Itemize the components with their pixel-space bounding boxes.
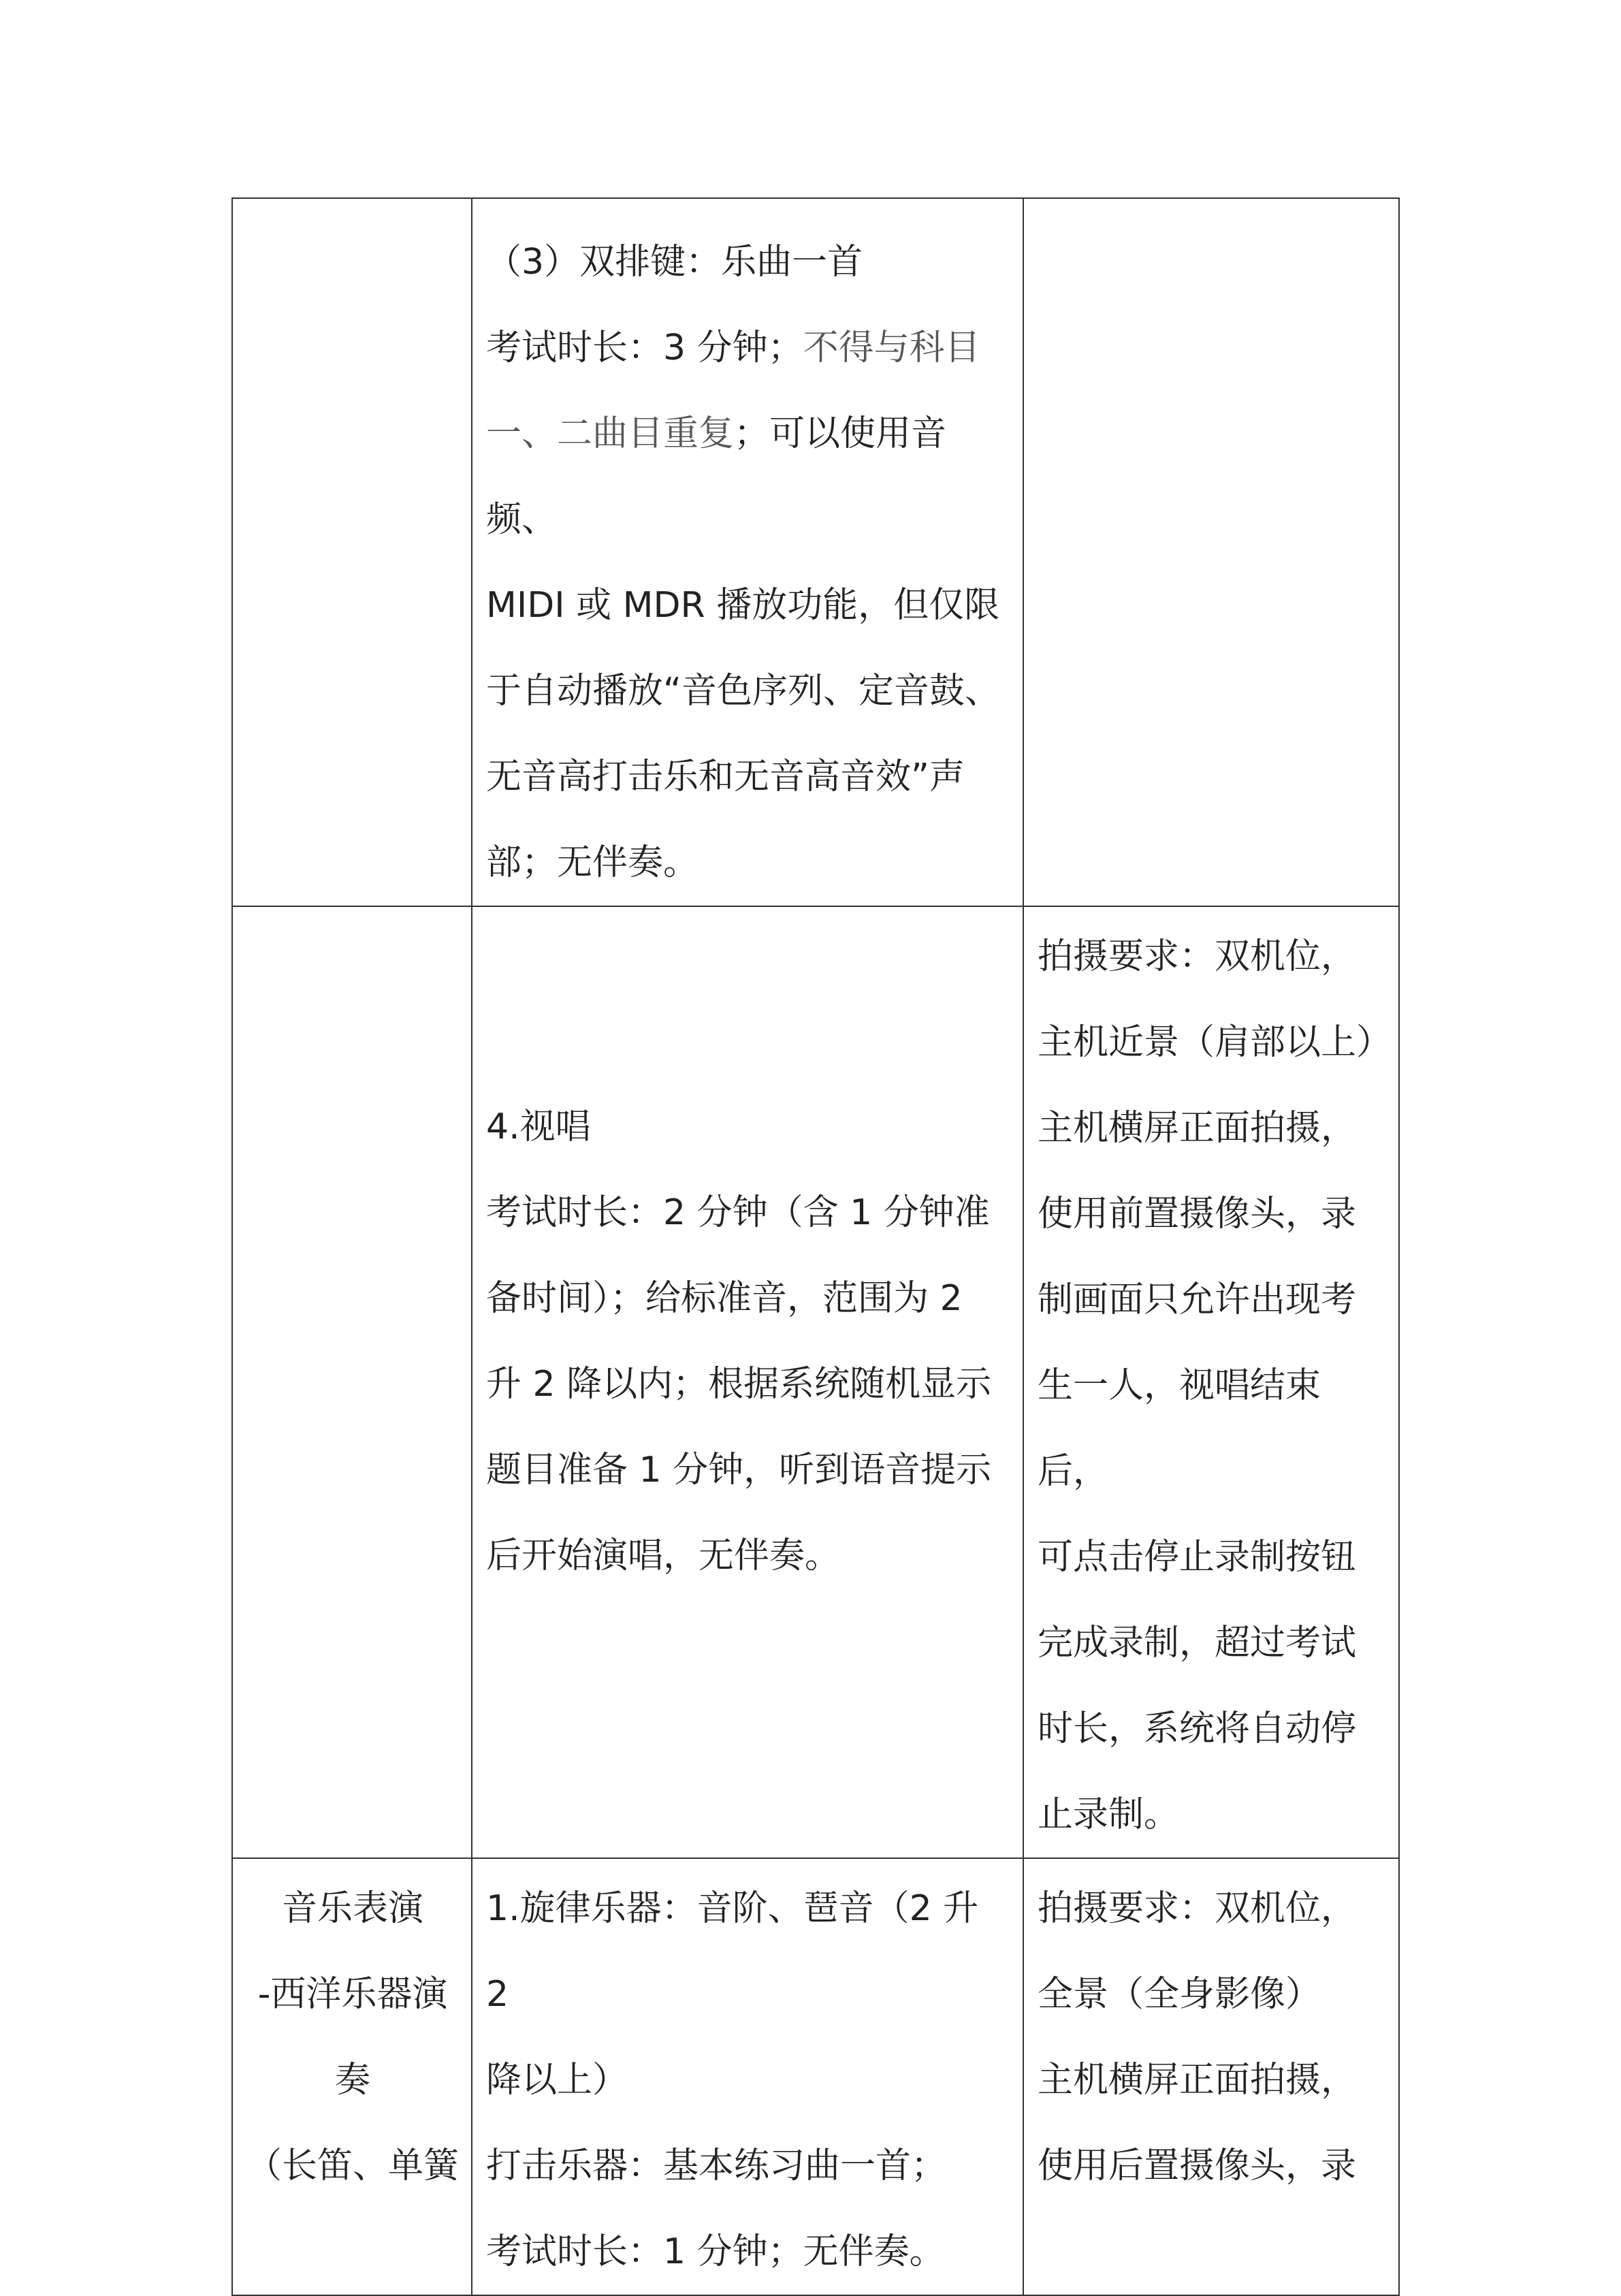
content-line: 后开始演唱，无伴奏。 (486, 1535, 841, 1576)
content-line: 部；无伴奏。 (486, 842, 699, 883)
content-line: 于自动播放“音色序列、定音鼓、 (486, 671, 1000, 712)
content-line: 一、二曲目重复；可以使用音频、 (486, 413, 947, 540)
requirement-line: 使用后置摄像头，录 (1038, 2146, 1357, 2186)
requirement-line: 主机近景（肩部以上） (1038, 1022, 1392, 1063)
content-line: 备时间）；给标准音，范围为 2 (486, 1278, 963, 1319)
table-row (232, 1858, 1399, 2295)
table-cell-subject-empty (232, 198, 472, 906)
requirement-line: 生一人，视唱结束后， (1038, 1365, 1321, 1492)
table-cell-requirements-empty (1023, 198, 1399, 906)
requirement-line: 全景（全身影像） (1038, 1974, 1321, 2015)
content-line: 1.旋律乐器：音阶、琶音（2 升 2 (486, 1888, 990, 2015)
requirement-line: 主机横屏正面拍摄， (1038, 1108, 1357, 1149)
content-line: 考试时长：2 分钟（含 1 分钟准 (486, 1192, 990, 1233)
content-line: 无音高打击乐和无音高音效”声 (486, 756, 965, 797)
subject-line: （长笛、单簧 (246, 2146, 460, 2186)
subject-line: -西洋乐器演 (257, 1974, 448, 2015)
table-cell-requirements (1023, 906, 1399, 1858)
subject-line: 音乐表演 (281, 1888, 423, 1929)
table-cell-requirements (1023, 1858, 1399, 2295)
content-line: 降以上） (486, 2060, 628, 2101)
table-cell-content (472, 198, 1023, 906)
content-line: 题目准备 1 分钟，听到语音提示 (486, 1450, 992, 1490)
table-cell-content (472, 906, 1023, 1858)
table-cell-content (472, 1858, 1023, 2295)
exam-requirements-table (231, 197, 1400, 2296)
content-line: 考试时长：1 分钟；无伴奏。 (486, 2231, 945, 2272)
requirement-line: 止录制。 (1038, 1794, 1180, 1835)
subject-line: 奏 (334, 2060, 370, 2101)
requirement-line: 拍摄要求：双机位， (1038, 1888, 1357, 1929)
content-line: 打击乐器：基本练习曲一首； (486, 2146, 947, 2186)
content-line: 升 2 降以内；根据系统随机显示 (486, 1364, 992, 1405)
requirement-line: 制画面只允许出现考 (1038, 1279, 1357, 1320)
table-cell-subject-empty (232, 906, 472, 1858)
content-line: 4.视唱 (486, 1106, 591, 1147)
requirement-line: 拍摄要求：双机位， (1038, 936, 1357, 977)
requirement-line: 主机横屏正面拍摄， (1038, 2060, 1357, 2101)
table-row (232, 906, 1399, 1858)
content-line: 考试时长：3 分钟；不得与科目 (486, 328, 980, 368)
requirement-line: 时长，系统将自动停 (1038, 1708, 1357, 1749)
requirement-line: 可点击停止录制按钮 (1038, 1537, 1357, 1578)
requirement-line: 完成录制，超过考试 (1038, 1623, 1357, 1663)
requirement-line: 使用前置摄像头，录 (1038, 1194, 1357, 1234)
content-line: MIDI 或 MDR 播放功能，但仅限 (486, 585, 1000, 626)
table-row (232, 198, 1399, 906)
table-cell-subject (232, 1858, 472, 2295)
content-line: （3）双排键：乐曲一首 (486, 242, 863, 283)
